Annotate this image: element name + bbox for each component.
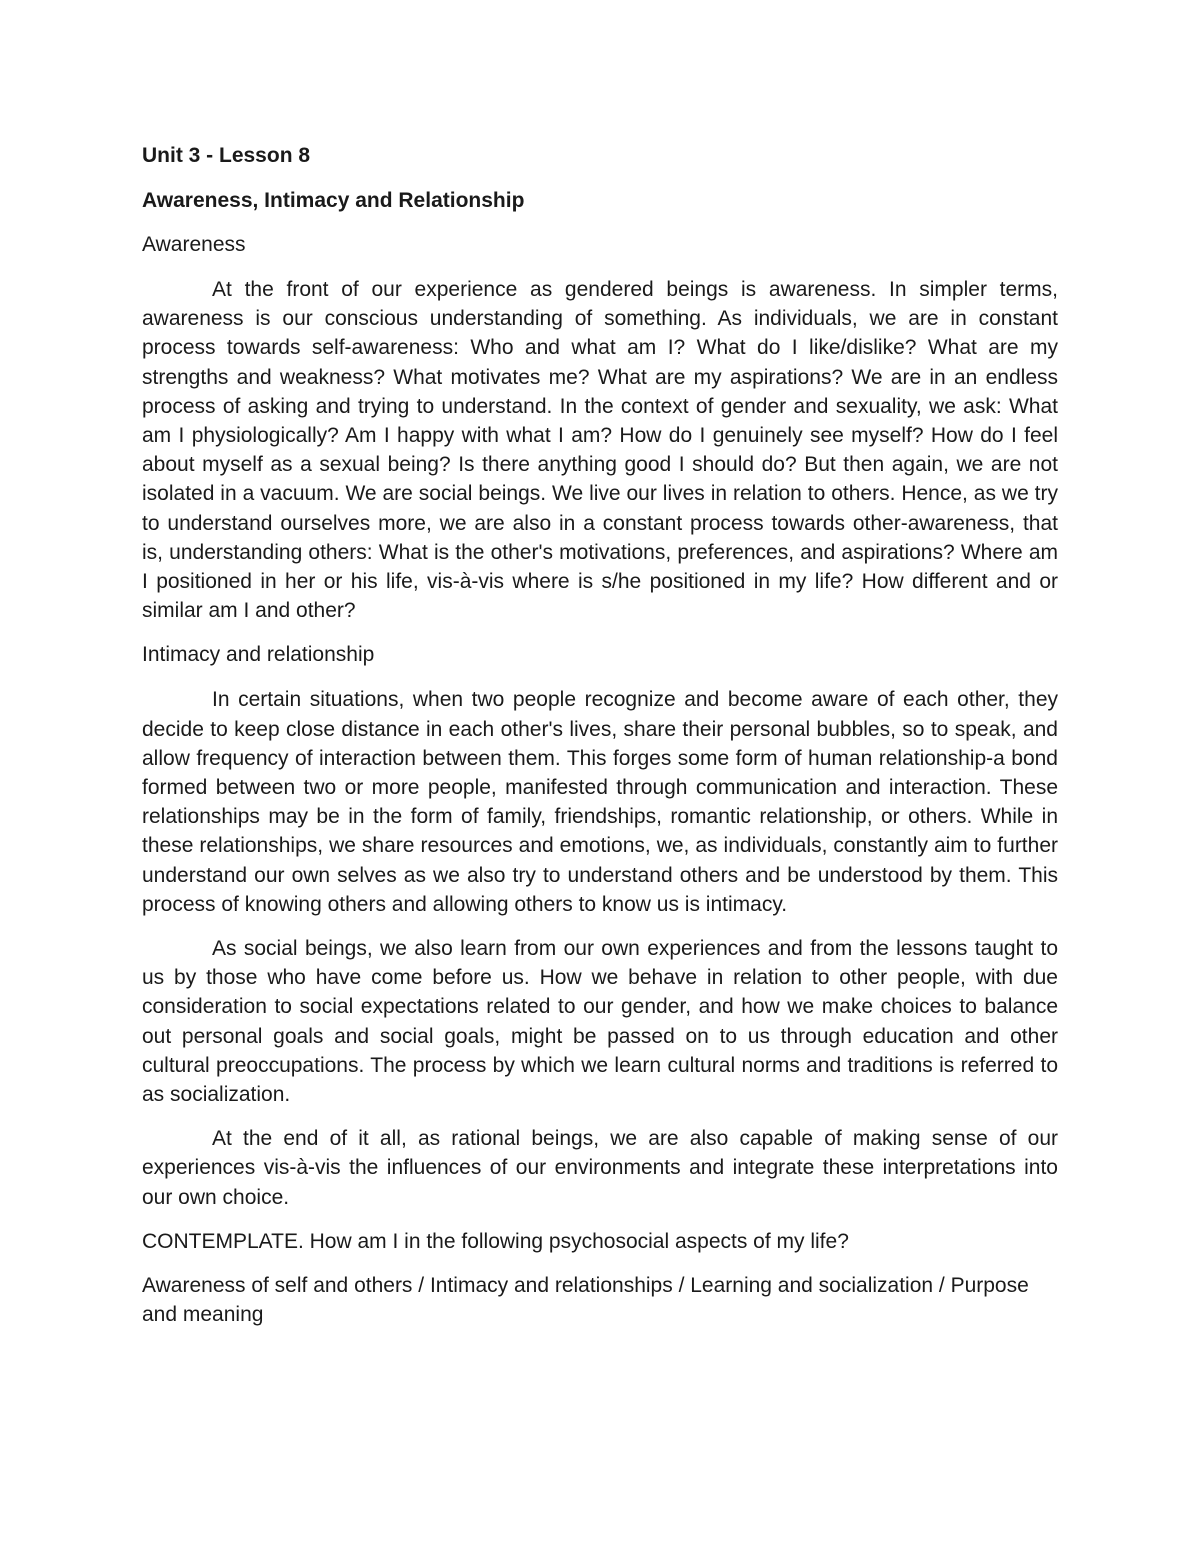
document-page [142,141,1058,1345]
section-heading-intimacy: Intimacy and relationship [142,643,375,667]
contemplate-prompt: CONTEMPLATE. How am I in the following psychosocial aspects of my life? [142,1229,849,1253]
awareness-paragraph: At the front of our experience as gendered beings is awareness. In simpler terms, awareness is our conscious understanding of something. As individuals, we are in constant process towards self-awareness: Who and what am I? What do I like/dislike? What are my strengths and weakness? What motivates me? What are my aspirations? We are in an endless process of asking and trying to understand. In the context of gender and sexuality, we ask: What am I physiologically? Am I happy with what I am? How do I genuinely see myself? How do I feel about myself as a sexual being? Is there anything good I should do? But then again, we are not isolated in a vacuum. We are social beings. We live our lives in relation to others. Hence, as we try to understand ourselves more, we are also in a constant process towards other-awareness, that is, understanding others: What is the other's motivations, preferences, and aspirations? Where am I positioned in her or his life, vis-à-vis where is s/he positioned in my life? How different and or similar am I and other? [142,278,1058,623]
intimacy-paragraph-3: At the end of it all, as rational beings, we are also capable of making sense of our experiences vis-à-vis the influences of our environments and integrate these interpretations into our own choice. [142,1127,1058,1209]
unit-title: Unit 3 - Lesson 8 [142,144,311,167]
section-heading-awareness: Awareness [142,233,246,256]
aspects-list: Awareness of self and others / Intimacy and relationships / Learning and socialization / Purpose and meaning [142,1274,1029,1327]
intimacy-paragraph-1: In certain situations, when two people recognize and become aware of each other, they decide to keep close distance in each other's lives, share their personal bubbles, so to speak, and allow frequency of interaction between them. This forges some form of human relationship-a bond formed between two or more people, manifested through communication and interaction. These relationships may be in the form of family, friendships, romantic relationship, or others. While in these relationships, we share resources and emotions, we, as individuals, constantly aim to further understand our own selves as we also try to understand others and be understood by them. This process of knowing others and allowing others to know us is intimacy. [142,688,1058,916]
intimacy-paragraph-2: As social beings, we also learn from our own experiences and from the lessons taught to us by those who have come before us. How we behave in relation to other people, with due consideration to social expectations related to our gender, and how we make choices to balance out personal goals and social goals, might be passed on to us through education and other cultural preoccupations. The process by which we learn cultural norms and traditions is referred to as socialization. [142,937,1058,1107]
lesson-title: Awareness, Intimacy and Relationship [142,189,525,212]
